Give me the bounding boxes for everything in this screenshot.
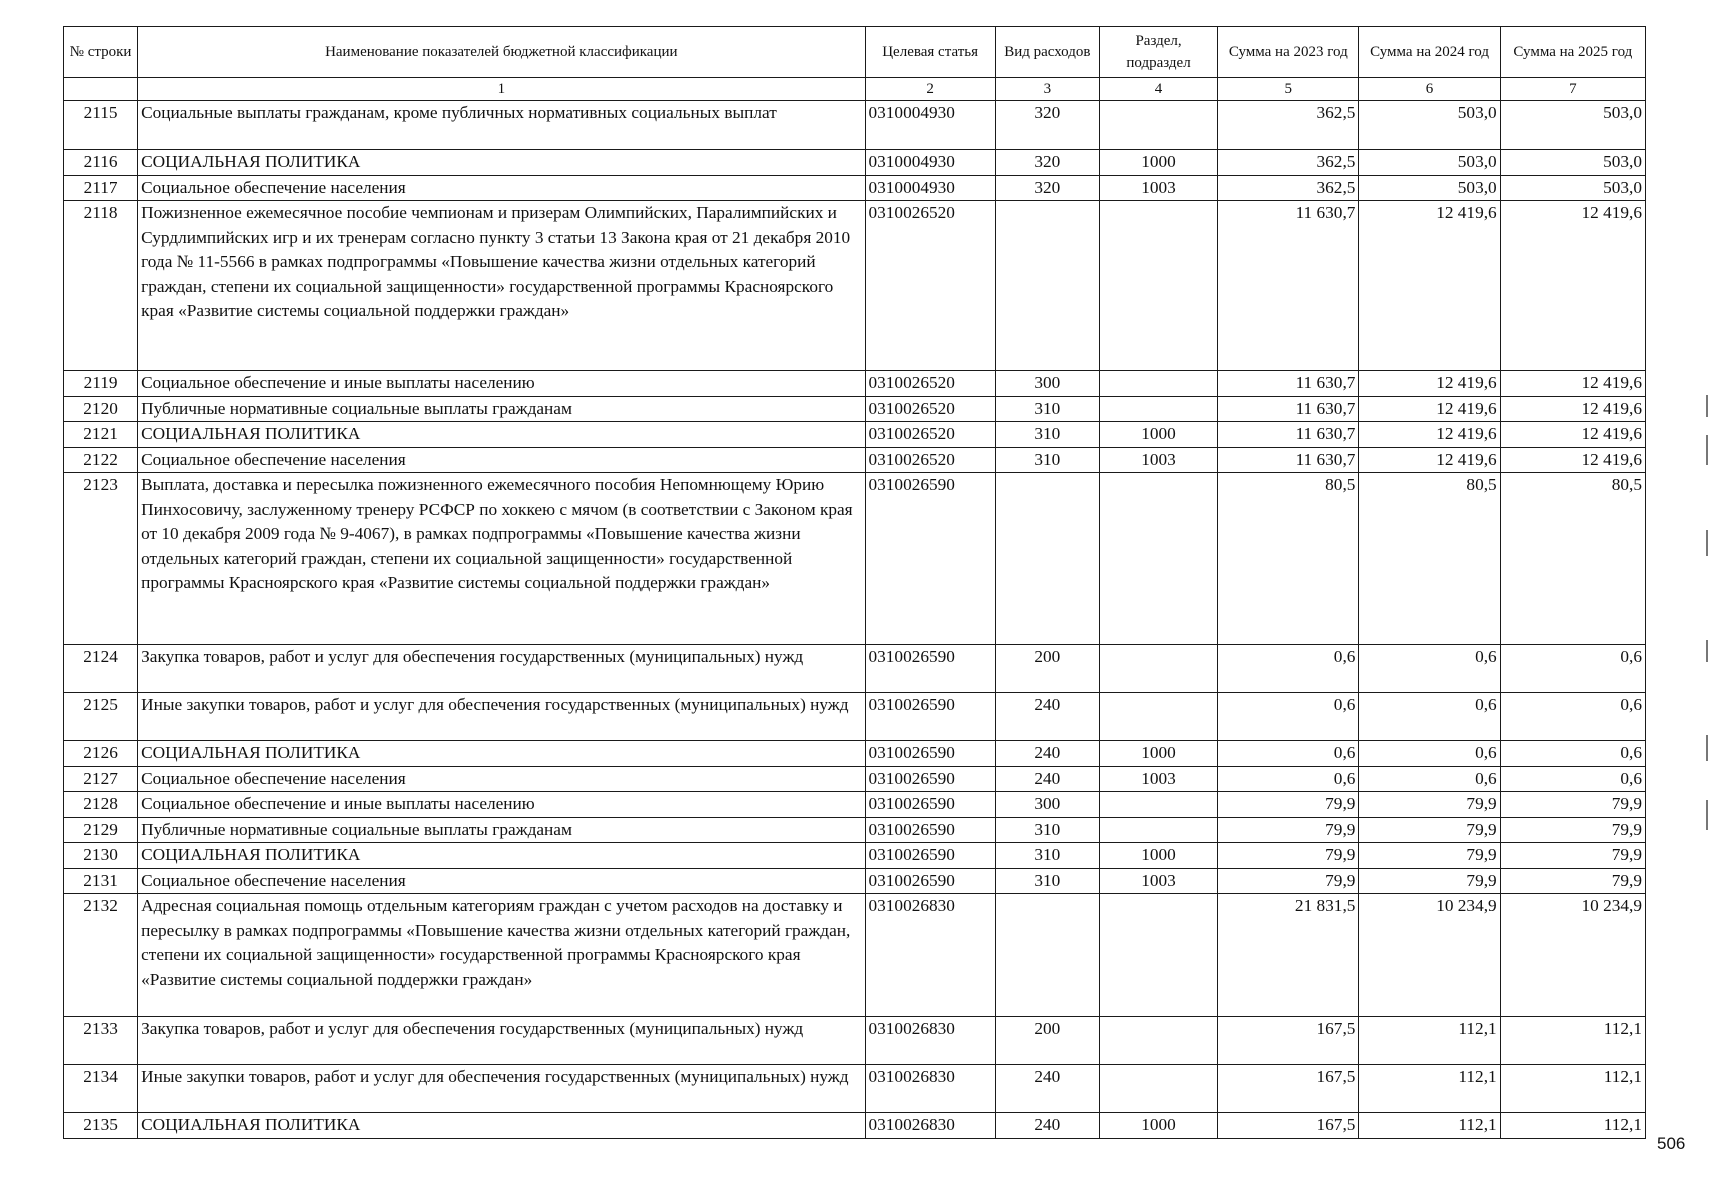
section-code	[1099, 817, 1217, 843]
table-row	[64, 817, 1646, 843]
row-number: 2124	[64, 645, 138, 693]
header-sum-2024: Сумма на 2024 год	[1359, 27, 1500, 78]
sum-2024: 79,9	[1359, 792, 1500, 818]
sum-2023: 362,5	[1218, 175, 1359, 201]
target-article: 0310026520	[865, 201, 995, 371]
row-number: 2134	[64, 1065, 138, 1113]
header-row-number: № строки	[64, 27, 138, 78]
section-code	[1099, 371, 1217, 397]
target-article: 0310026590	[865, 766, 995, 792]
table-row	[64, 1065, 1646, 1113]
sum-2025: 0,6	[1500, 766, 1645, 792]
sum-2024: 0,6	[1359, 645, 1500, 693]
header-sum-2025: Сумма на 2025 год	[1500, 27, 1645, 78]
table-row	[64, 741, 1646, 767]
sum-2023: 0,6	[1218, 766, 1359, 792]
sum-2025: 12 419,6	[1500, 396, 1645, 422]
sum-2025: 10 234,9	[1500, 894, 1645, 1017]
expense-type: 310	[995, 868, 1099, 894]
sum-2024: 10 234,9	[1359, 894, 1500, 1017]
sum-2023: 80,5	[1218, 473, 1359, 645]
sum-2024: 79,9	[1359, 868, 1500, 894]
sum-2023: 79,9	[1218, 843, 1359, 869]
row-number: 2132	[64, 894, 138, 1017]
target-article: 0310026830	[865, 1017, 995, 1065]
table-body	[64, 101, 1646, 1139]
section-code	[1099, 645, 1217, 693]
row-name: Социальное обеспечение населения	[138, 868, 865, 894]
section-code	[1099, 1065, 1217, 1113]
sum-2023: 167,5	[1218, 1065, 1359, 1113]
sum-2025: 12 419,6	[1500, 422, 1645, 448]
target-article: 0310026830	[865, 1065, 995, 1113]
row-name: СОЦИАЛЬНАЯ ПОЛИТИКА	[138, 150, 865, 176]
row-number: 2122	[64, 447, 138, 473]
table-row	[64, 201, 1646, 371]
sum-2025: 79,9	[1500, 868, 1645, 894]
target-article: 0310026520	[865, 447, 995, 473]
sum-2024: 112,1	[1359, 1017, 1500, 1065]
sum-2023: 11 630,7	[1218, 396, 1359, 422]
sum-2025: 112,1	[1500, 1065, 1645, 1113]
row-number: 2123	[64, 473, 138, 645]
sum-2023: 79,9	[1218, 868, 1359, 894]
row-number: 2117	[64, 175, 138, 201]
target-article: 0310026590	[865, 792, 995, 818]
section-code	[1099, 101, 1217, 150]
header-section: Раздел, подраздел	[1099, 27, 1217, 78]
row-name: Социальное обеспечение населения	[138, 447, 865, 473]
row-number: 2129	[64, 817, 138, 843]
sum-2024: 79,9	[1359, 843, 1500, 869]
sum-2023: 11 630,7	[1218, 447, 1359, 473]
target-article: 0310026590	[865, 693, 995, 741]
section-code	[1099, 1017, 1217, 1065]
row-number: 2131	[64, 868, 138, 894]
sum-2023: 167,5	[1218, 1113, 1359, 1139]
expense-type: 240	[995, 1113, 1099, 1139]
row-number: 2116	[64, 150, 138, 176]
expense-type	[995, 473, 1099, 645]
target-article: 0310026590	[865, 741, 995, 767]
table-row	[64, 175, 1646, 201]
sum-2024: 503,0	[1359, 150, 1500, 176]
row-number: 2121	[64, 422, 138, 448]
sum-2023: 167,5	[1218, 1017, 1359, 1065]
expense-type: 200	[995, 645, 1099, 693]
row-number: 2127	[64, 766, 138, 792]
target-article: 0310026830	[865, 894, 995, 1017]
target-article: 0310026590	[865, 645, 995, 693]
section-code: 1000	[1099, 150, 1217, 176]
column-number: 4	[1099, 78, 1217, 101]
table-header	[64, 27, 1646, 101]
column-number: 2	[865, 78, 995, 101]
target-article: 0310004930	[865, 150, 995, 176]
table-row	[64, 792, 1646, 818]
sum-2024: 12 419,6	[1359, 422, 1500, 448]
row-name: СОЦИАЛЬНАЯ ПОЛИТИКА	[138, 843, 865, 869]
sum-2024: 0,6	[1359, 693, 1500, 741]
target-article: 0310026830	[865, 1113, 995, 1139]
row-number: 2118	[64, 201, 138, 371]
expense-type: 310	[995, 843, 1099, 869]
expense-type: 240	[995, 1065, 1099, 1113]
sum-2023: 0,6	[1218, 741, 1359, 767]
sum-2025: 503,0	[1500, 101, 1645, 150]
header-sum-2023: Сумма на 2023 год	[1218, 27, 1359, 78]
section-code: 1003	[1099, 868, 1217, 894]
row-number: 2135	[64, 1113, 138, 1139]
expense-type: 240	[995, 693, 1099, 741]
expense-type: 320	[995, 175, 1099, 201]
sum-2024: 112,1	[1359, 1113, 1500, 1139]
row-name: Социальное обеспечение населения	[138, 766, 865, 792]
row-name: СОЦИАЛЬНАЯ ПОЛИТИКА	[138, 422, 865, 448]
table-row	[64, 766, 1646, 792]
section-code: 1000	[1099, 1113, 1217, 1139]
section-code: 1000	[1099, 422, 1217, 448]
sum-2024: 503,0	[1359, 175, 1500, 201]
table-row	[64, 894, 1646, 1017]
table-row	[64, 371, 1646, 397]
table-row	[64, 645, 1646, 693]
row-name: Выплата, доставка и пересылка пожизненного ежемесячного пособия Непомнющему Юрию Пинхосовичу, заслуженному тренеру РСФСР по хоккею с мячом (в соответствии с Законом края от 10 декабря 2009 года № 9-4067), в рамках подпрограммы «Повышение качества жизни отдельных категорий граждан, степени их социальной защищенности» государственной программы Красноярского края «Развитие системы социальной поддержки граждан»	[138, 473, 865, 645]
row-number: 2128	[64, 792, 138, 818]
expense-type: 240	[995, 766, 1099, 792]
sum-2023: 362,5	[1218, 101, 1359, 150]
table-row	[64, 1113, 1646, 1139]
column-number: 1	[138, 78, 865, 101]
table-row	[64, 422, 1646, 448]
expense-type: 300	[995, 792, 1099, 818]
section-code: 1003	[1099, 766, 1217, 792]
section-code	[1099, 894, 1217, 1017]
sum-2025: 112,1	[1500, 1113, 1645, 1139]
sum-2024: 12 419,6	[1359, 201, 1500, 371]
sum-2025: 80,5	[1500, 473, 1645, 645]
sum-2025: 112,1	[1500, 1017, 1645, 1065]
target-article: 0310004930	[865, 175, 995, 201]
target-article: 0310004930	[865, 101, 995, 150]
expense-type: 310	[995, 817, 1099, 843]
sum-2023: 0,6	[1218, 693, 1359, 741]
table-row	[64, 101, 1646, 150]
sum-2025: 503,0	[1500, 175, 1645, 201]
sum-2023: 11 630,7	[1218, 201, 1359, 371]
section-code: 1003	[1099, 175, 1217, 201]
target-article: 0310026590	[865, 843, 995, 869]
scan-edge-mark	[1706, 640, 1708, 662]
row-name: Пожизненное ежемесячное пособие чемпионам и призерам Олимпийских, Паралимпийских и Сурдлимпийских игр и их тренерам согласно пункту 3 статьи 13 Закона края от 21 декабря 2010 года № 11-5566 в рамках подпрограммы «Повышение качества жизни отдельных категорий граждан, степени их социальной защищенности» государственной программы Красноярского края «Развитие системы социальной поддержки граждан»	[138, 201, 865, 371]
expense-type: 310	[995, 396, 1099, 422]
row-name: Иные закупки товаров, работ и услуг для обеспечения государственных (муниципальных) нужд	[138, 693, 865, 741]
expense-type: 200	[995, 1017, 1099, 1065]
expense-type: 320	[995, 150, 1099, 176]
sum-2025: 0,6	[1500, 741, 1645, 767]
sum-2024: 12 419,6	[1359, 396, 1500, 422]
row-name: Социальное обеспечение и иные выплаты населению	[138, 371, 865, 397]
row-number: 2130	[64, 843, 138, 869]
section-code	[1099, 792, 1217, 818]
row-name: Социальные выплаты гражданам, кроме публичных нормативных социальных выплат	[138, 101, 865, 150]
sum-2023: 11 630,7	[1218, 422, 1359, 448]
sum-2025: 12 419,6	[1500, 447, 1645, 473]
section-code: 1000	[1099, 741, 1217, 767]
sum-2024: 79,9	[1359, 817, 1500, 843]
sum-2023: 21 831,5	[1218, 894, 1359, 1017]
column-number: 5	[1218, 78, 1359, 101]
section-code	[1099, 473, 1217, 645]
row-number: 2125	[64, 693, 138, 741]
column-number: 6	[1359, 78, 1500, 101]
expense-type: 310	[995, 447, 1099, 473]
sum-2024: 80,5	[1359, 473, 1500, 645]
target-article: 0310026590	[865, 473, 995, 645]
sum-2024: 12 419,6	[1359, 447, 1500, 473]
expense-type: 240	[995, 741, 1099, 767]
column-number	[64, 78, 138, 101]
sum-2025: 12 419,6	[1500, 371, 1645, 397]
table-row	[64, 150, 1646, 176]
sum-2023: 362,5	[1218, 150, 1359, 176]
target-article: 0310026590	[865, 817, 995, 843]
target-article: 0310026520	[865, 422, 995, 448]
sum-2023: 0,6	[1218, 645, 1359, 693]
row-number: 2120	[64, 396, 138, 422]
section-code: 1000	[1099, 843, 1217, 869]
scan-edge-mark	[1706, 435, 1708, 465]
table-row	[64, 868, 1646, 894]
header-target-article: Целевая статья	[865, 27, 995, 78]
target-article: 0310026520	[865, 396, 995, 422]
row-name: Социальное обеспечение населения	[138, 175, 865, 201]
column-number: 7	[1500, 78, 1645, 101]
table-row	[64, 396, 1646, 422]
section-code	[1099, 396, 1217, 422]
expense-type	[995, 894, 1099, 1017]
sum-2024: 0,6	[1359, 766, 1500, 792]
sum-2025: 0,6	[1500, 645, 1645, 693]
sum-2023: 79,9	[1218, 792, 1359, 818]
sum-2023: 79,9	[1218, 817, 1359, 843]
section-code	[1099, 693, 1217, 741]
sum-2024: 12 419,6	[1359, 371, 1500, 397]
scan-edge-mark	[1706, 800, 1708, 830]
expense-type	[995, 201, 1099, 371]
scan-edge-mark	[1706, 735, 1708, 761]
table-row	[64, 693, 1646, 741]
row-name: Закупка товаров, работ и услуг для обеспечения государственных (муниципальных) нужд	[138, 1017, 865, 1065]
sum-2025: 79,9	[1500, 792, 1645, 818]
section-code	[1099, 201, 1217, 371]
row-number: 2115	[64, 101, 138, 150]
sum-2025: 79,9	[1500, 843, 1645, 869]
sum-2023: 11 630,7	[1218, 371, 1359, 397]
target-article: 0310026520	[865, 371, 995, 397]
column-number-row	[64, 78, 1646, 101]
row-name: Социальное обеспечение и иные выплаты населению	[138, 792, 865, 818]
section-code: 1003	[1099, 447, 1217, 473]
sum-2025: 0,6	[1500, 693, 1645, 741]
row-name: Закупка товаров, работ и услуг для обеспечения государственных (муниципальных) нужд	[138, 645, 865, 693]
sum-2024: 112,1	[1359, 1065, 1500, 1113]
target-article: 0310026590	[865, 868, 995, 894]
budget-table	[63, 26, 1646, 1139]
sum-2025: 79,9	[1500, 817, 1645, 843]
row-name: Публичные нормативные социальные выплаты гражданам	[138, 817, 865, 843]
row-name: Иные закупки товаров, работ и услуг для обеспечения государственных (муниципальных) нужд	[138, 1065, 865, 1113]
page-number: 506	[1657, 1134, 1686, 1153]
row-name: Адресная социальная помощь отдельным категориям граждан с учетом расходов на доставку и пересылку в рамках подпрограммы «Повышение качества жизни отдельных категорий граждан, степени их социальной защищенности» государственной программы Красноярского края «Развитие системы социальной поддержки граждан»	[138, 894, 865, 1017]
table-row	[64, 473, 1646, 645]
sum-2024: 503,0	[1359, 101, 1500, 150]
table-row	[64, 1017, 1646, 1065]
row-number: 2119	[64, 371, 138, 397]
scan-edge-mark	[1706, 530, 1708, 556]
expense-type: 310	[995, 422, 1099, 448]
row-name: Публичные нормативные социальные выплаты гражданам	[138, 396, 865, 422]
column-number: 3	[995, 78, 1099, 101]
header-name: Наименование показателей бюджетной классификации	[138, 27, 865, 78]
row-name: СОЦИАЛЬНАЯ ПОЛИТИКА	[138, 1113, 865, 1139]
expense-type: 320	[995, 101, 1099, 150]
expense-type: 300	[995, 371, 1099, 397]
scan-edge-mark	[1706, 395, 1708, 417]
row-number: 2133	[64, 1017, 138, 1065]
sum-2024: 0,6	[1359, 741, 1500, 767]
sum-2025: 12 419,6	[1500, 201, 1645, 371]
table-row	[64, 447, 1646, 473]
sum-2025: 503,0	[1500, 150, 1645, 176]
table-row	[64, 843, 1646, 869]
row-name: СОЦИАЛЬНАЯ ПОЛИТИКА	[138, 741, 865, 767]
header-expense-type: Вид расходов	[995, 27, 1099, 78]
row-number: 2126	[64, 741, 138, 767]
